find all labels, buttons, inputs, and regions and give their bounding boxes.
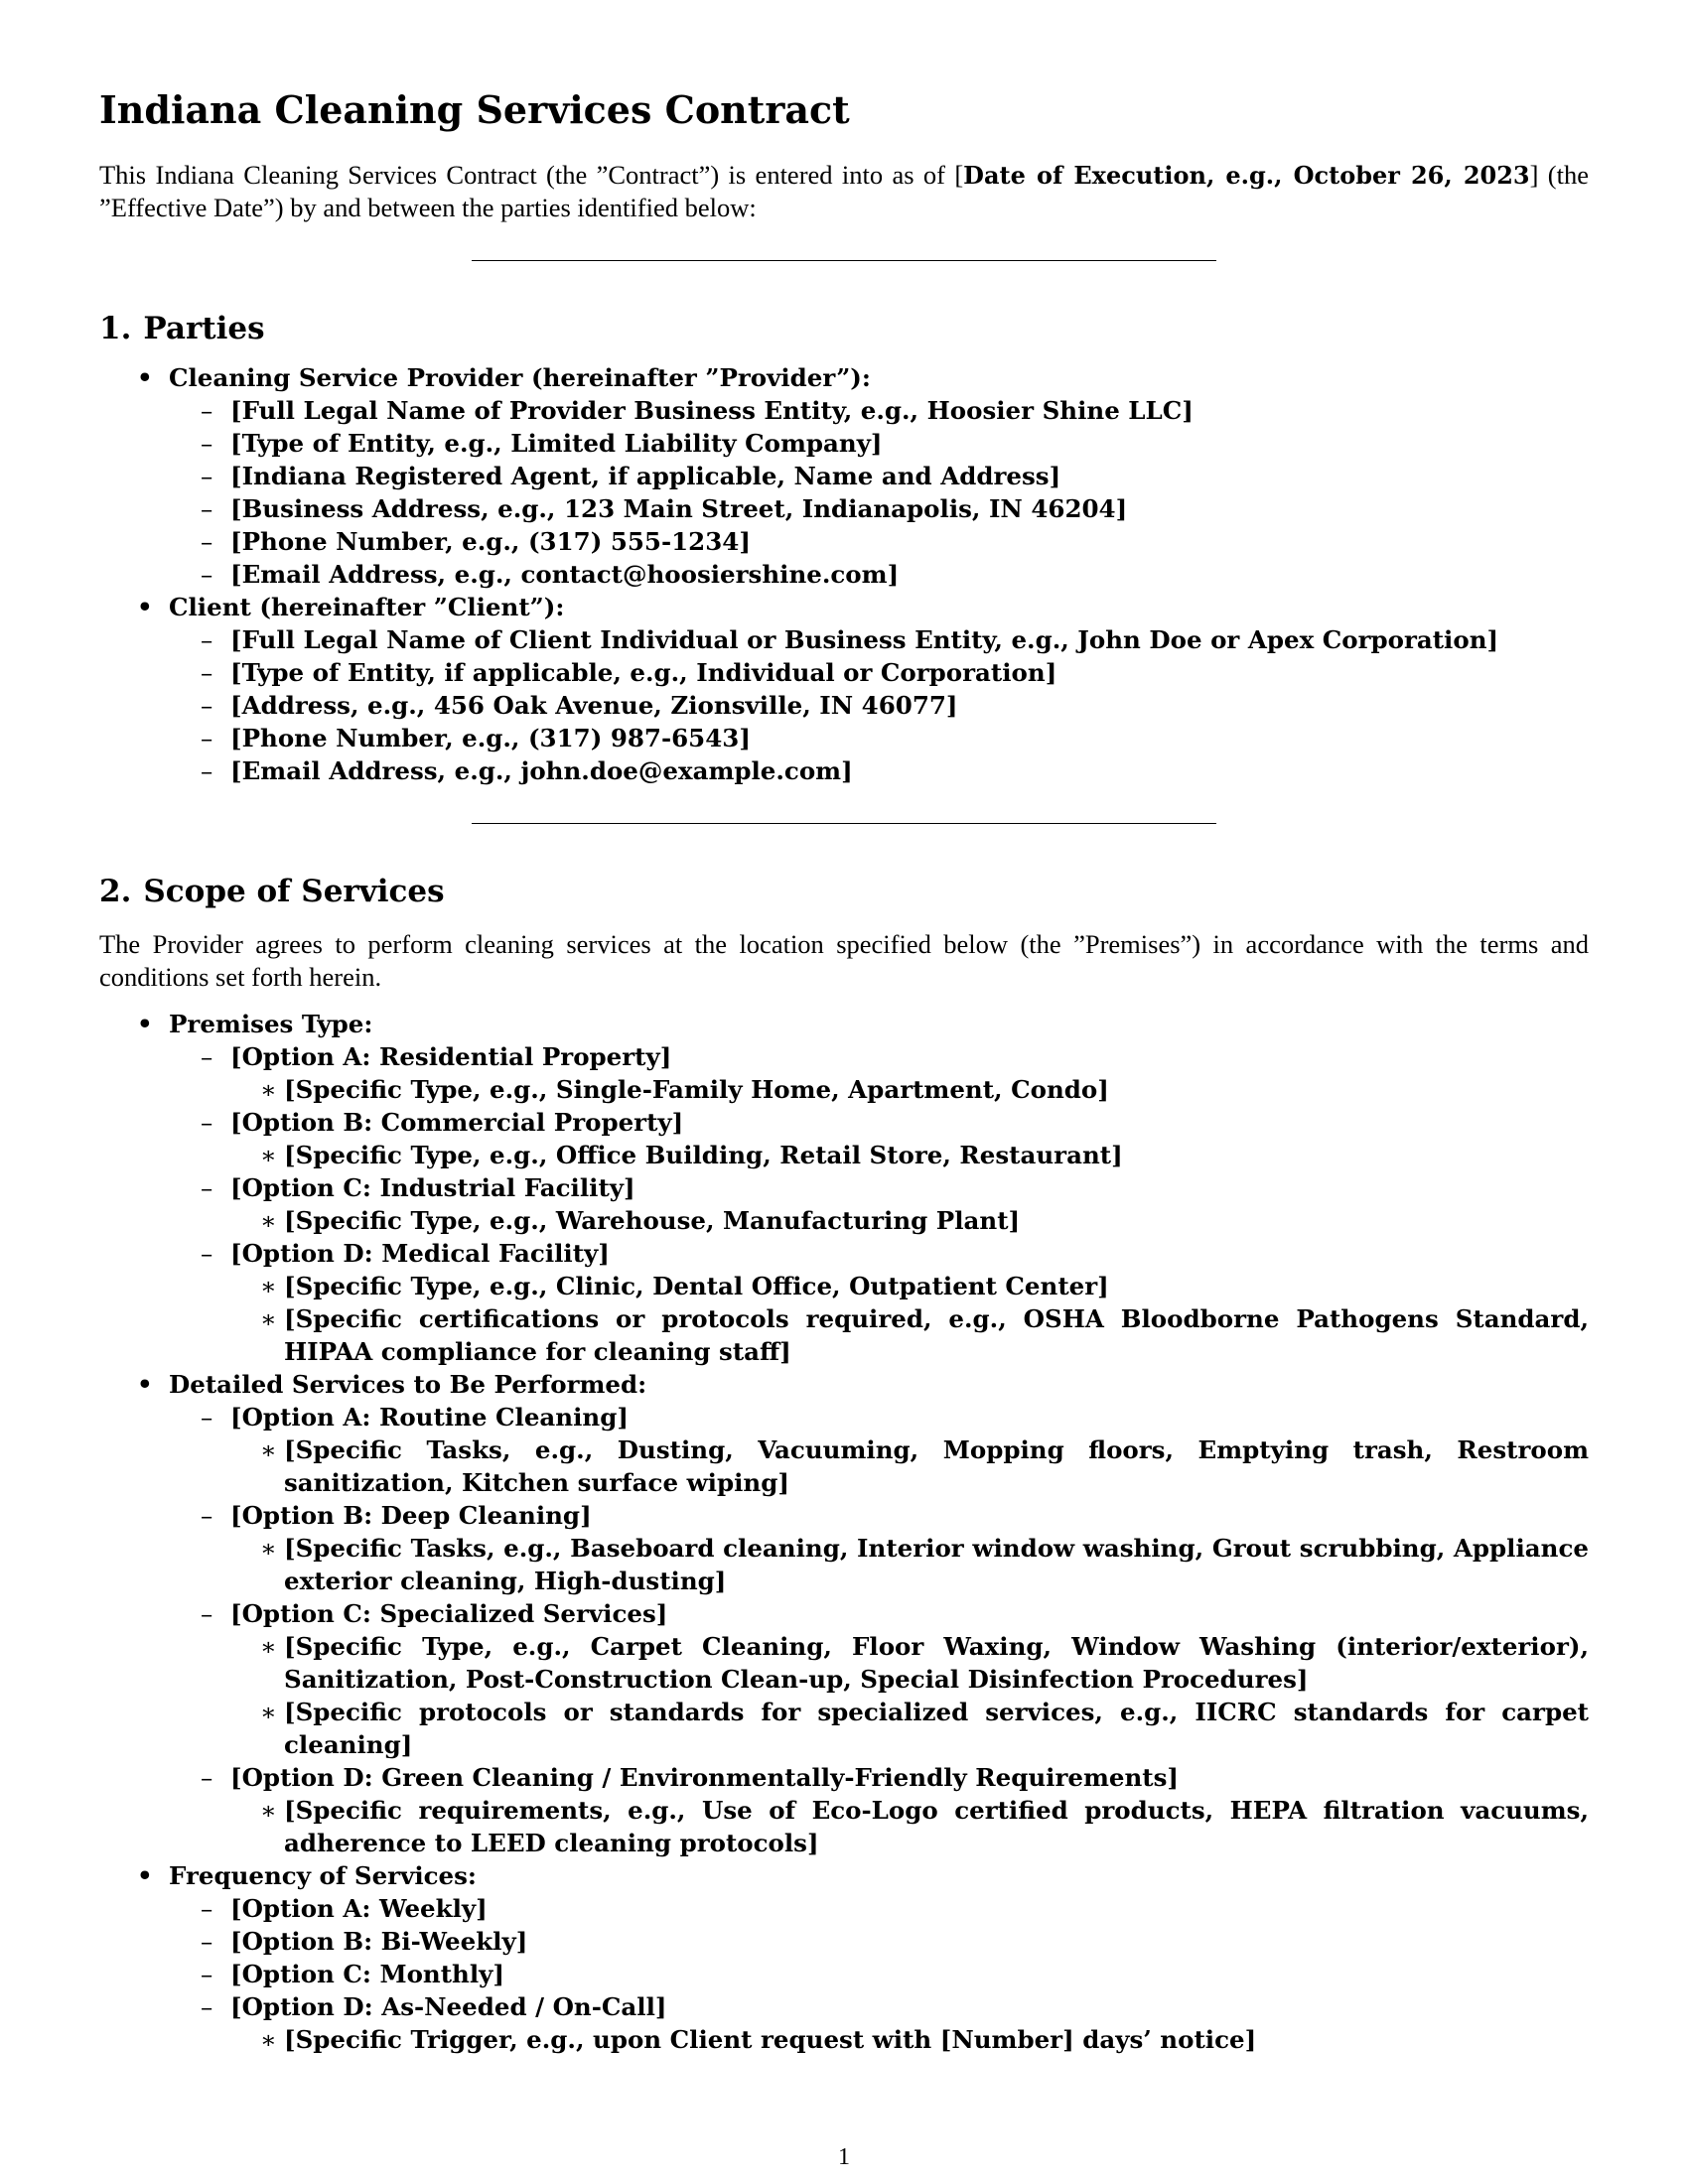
dash-icon: – (201, 1959, 213, 1988)
list-item-frequency: • Frequency of Services: – [Option A: Weekly] – [Option B: Bi-Weekly] – [Option C: Monthly] – [Option D: As-Needed / On-Call] ∗ [Specific Trigger, e.g., upon Client request with [Number] days’ notice] (99, 1859, 1589, 2056)
list-item: – [Option A: Routine Cleaning] ∗ [Specific Tasks, e.g., Dusting, Vacuuming, Mopping floors, Emptying trash, Restroom sanitization, Kitchen surface wiping] (201, 1402, 1589, 1497)
list-item-provider: • Cleaning Service Provider (hereinafter ”Provider”): – [Full Legal Name of Provider Business Entity, e.g., Hoosier Shine LLC] – [Type of Entity, e.g., Limited Liability Company] – [Indiana Registered Agent, if applicable, Name and Address] – [Business Address, e.g., 123 Main Street, Indianapolis, IN 46204] – [Phone Number, e.g., (317) 555-1234] – [Email Address, e.g., contact@hoosiershine.com] (99, 361, 1589, 591)
bullet-icon: • (137, 1860, 153, 1890)
list-item: – [Type of Entity, e.g., Limited Liability Company] (201, 428, 883, 458)
list-item-detailed-services: • Detailed Services to Be Performed: – [Option A: Routine Cleaning] ∗ [Specific Tasks, e.g., Dusting, Vacuuming, Mopping floors, Emptying trash, Restroom sanitization, Kitchen surface wiping] – [Option B: Deep Cleaning] ∗ [Specific Tasks, e.g., Baseboard cleaning, Interior window washing, Grout scrubbing, Appliance exterior cleaning, High-dusting] – [Option C: Specialized Services] ∗ [Specific Type, e.g., Carpet Cleaning, Floor Waxing, Window Washing (interior/exterior), Sanitization, Post-Construction Clean-up, Special Disinfection Procedures] ∗ [Specific protocols or standards for specialized services, e.g., IICRC standards for carpet cleaning] – [Option D: Green Cleaning / Environmentally-Friendly Requirements] ∗ [Specific requirements, e.g., Use of Eco-Logo certified products, HEPA filtration vacuums, adherence to LEED cleaning protocols] (137, 1369, 1589, 1857)
list-item: – [Option D: Medical Facility] ∗ [Specific Type, e.g., Clinic, Dental Office, Outpatient Center] ∗ [Specific certifications or protocols required, e.g., OSHA Bloodborne Pathogens Standard, HIPAA compliance for cleaning staff] (201, 1238, 1589, 1366)
list-item-client: • Client (hereinafter ”Client”): – [Full Legal Name of Client Individual or Business Entity, e.g., John Doe or Apex Corporation] – [Type of Entity, if applicable, e.g., Individual or Corporation] – [Address, e.g., 456 Oak Avenue, Zionsville, IN 46077] – [Phone Number, e.g., (317) 987-6543] – [Email Address, e.g., john.doe@example.com] (99, 591, 1589, 787)
sub-list (230, 2023, 1589, 2056)
sub-list (230, 1433, 1589, 1499)
asterisk-icon: ∗ (260, 1271, 277, 1300)
provider-details-list (169, 394, 1589, 591)
dash-icon: – (201, 1926, 213, 1956)
dash-icon: – (201, 657, 213, 687)
section-heading-scope: 2. Scope of Services (99, 873, 445, 909)
dash-icon: – (201, 526, 213, 556)
dash-icon: – (201, 395, 213, 425)
list-item: – [Option C: Specialized Services] ∗ [Specific Type, e.g., Carpet Cleaning, Floor Waxing, Window Washing (interior/exterior), Sanitization, Post-Construction Clean-up, Special Disinfection Procedures] ∗ [Specific protocols or standards for specialized services, e.g., IICRC standards for carpet cleaning] (201, 1598, 1589, 1759)
list-item: – [Option C: Industrial Facility] ∗ [Specific Type, e.g., Warehouse, Manufacturing Plant] (169, 1171, 1589, 1237)
section-scope-of-services (99, 874, 1589, 2056)
sub-list (230, 1270, 1589, 1368)
list-item: – [Address, e.g., 456 Oak Avenue, Zionsville, IN 46077] (201, 690, 958, 720)
dash-icon: – (201, 624, 213, 654)
list-item: – [Option D: As-Needed / On-Call] ∗ [Specific Trigger, e.g., upon Client request with [Number] days’ notice] (169, 1990, 1589, 2056)
asterisk-icon: ∗ (260, 1303, 277, 1333)
intro-text-end: ] (the ”Effective Date”) by and between the parties identified below: (99, 159, 1590, 222)
dash-icon: – (201, 1172, 213, 1202)
bullet-icon: • (137, 1369, 153, 1399)
asterisk-icon: ∗ (260, 1631, 277, 1661)
list-item: – [Option A: Weekly] (201, 1893, 488, 1923)
scope-list (99, 1008, 1589, 2056)
asterisk-icon: ∗ (260, 1697, 277, 1726)
list-item: ∗ [Specific Type, e.g., Office Building, Retail Store, Restaurant] (260, 1140, 1123, 1169)
services-options-list (169, 1401, 1589, 1859)
asterisk-icon: ∗ (260, 1434, 277, 1464)
dash-icon: – (201, 1238, 213, 1268)
premises-options-list (169, 1040, 1589, 1368)
list-item: ∗ [Specific Type, e.g., Clinic, Dental Office, Outpatient Center] (260, 1271, 1109, 1300)
sub-list (230, 1139, 1589, 1171)
bullet-icon: • (137, 1009, 153, 1038)
list-item: – [Option D: Green Cleaning / Environmentally-Friendly Requirements] ∗ [Specific requirements, e.g., Use of Eco-Logo certified products, HEPA filtration vacuums, adherence to LEED cleaning protocols] (201, 1762, 1589, 1857)
list-item: – [Phone Number, e.g., (317) 555-1234] (201, 526, 751, 556)
list-item: ∗ [Specific Type, e.g., Single-Family Home, Apartment, Condo] (260, 1074, 1109, 1104)
frequency-options-list (169, 1892, 1589, 2056)
list-item: – [Phone Number, e.g., (317) 987-6543] (201, 723, 751, 752)
sub-list (230, 1073, 1589, 1106)
section-divider (472, 823, 1216, 824)
list-item: – [Option B: Deep Cleaning] ∗ [Specific Tasks, e.g., Baseboard cleaning, Interior window washing, Grout scrubbing, Appliance exterior cleaning, High-dusting] (201, 1500, 1589, 1595)
section-parties (99, 311, 1589, 787)
list-item: – [Email Address, e.g., contact@hoosiershine.com] (201, 559, 900, 589)
document-page (99, 87, 1589, 2056)
list-item: ∗ [Specific Type, e.g., Carpet Cleaning, Floor Waxing, Window Washing (interior/exterior), Sanitization, Post-Construction Clean-up, Special Disinfection Procedures] (260, 1631, 1589, 1694)
asterisk-icon: ∗ (260, 1074, 277, 1104)
list-item: – [Email Address, e.g., john.doe@example.com] (201, 755, 853, 785)
sub-list (230, 1794, 1589, 1859)
dash-icon: – (201, 1991, 213, 2021)
list-item: – [Full Legal Name of Client Individual or Business Entity, e.g., John Doe or Apex Corporation] (201, 624, 1499, 654)
document-title: Indiana Cleaning Services Contract (99, 87, 850, 132)
list-item: ∗ [Specific requirements, e.g., Use of Eco-Logo certified products, HEPA filtration vacuums, adherence to LEED cleaning protocols] (260, 1795, 1589, 1857)
asterisk-icon: ∗ (260, 1205, 277, 1235)
section-divider (472, 260, 1216, 261)
dash-icon: – (201, 755, 213, 785)
list-item: – [Business Address, e.g., 123 Main Street, Indianapolis, IN 46204] (201, 493, 1128, 523)
section-heading-parties: 1. Parties (99, 310, 265, 346)
dash-icon: – (201, 1893, 213, 1923)
list-item: – [Type of Entity, if applicable, e.g., Individual or Corporation] (201, 657, 1057, 687)
dash-icon: – (201, 723, 213, 752)
list-item: – [Option B: Bi-Weekly] (201, 1926, 528, 1956)
asterisk-icon: ∗ (260, 2024, 277, 2054)
dash-icon: – (201, 1107, 213, 1137)
sub-list (230, 1532, 1589, 1597)
dash-icon: – (201, 1762, 213, 1792)
list-item: ∗ [Specific certifications or protocols required, e.g., OSHA Bloodborne Pathogens Standard, HIPAA compliance for cleaning staff] (260, 1303, 1589, 1366)
asterisk-icon: ∗ (260, 1533, 277, 1563)
list-item: ∗ [Specific Type, e.g., Warehouse, Manufacturing Plant] (260, 1205, 1021, 1235)
list-item: ∗ [Specific Tasks, e.g., Dusting, Vacuuming, Mopping floors, Emptying trash, Restroom sanitization, Kitchen surface wiping] (260, 1434, 1589, 1497)
asterisk-icon: ∗ (260, 1140, 277, 1169)
list-item: ∗ [Specific Tasks, e.g., Baseboard cleaning, Interior window washing, Grout scrubbing, Appliance exterior cleaning, High-dusting] (260, 1533, 1589, 1595)
dash-icon: – (201, 690, 213, 720)
list-item: – [Option B: Commercial Property] ∗ [Specific Type, e.g., Office Building, Retail Store, Restaurant] (169, 1106, 1589, 1171)
execution-date-placeholder: Date of Execution, e.g., October 26, 2023 (963, 160, 1530, 190)
list-item: ∗ [Specific Trigger, e.g., upon Client request with [Number] days’ notice] (260, 2024, 1257, 2054)
dash-icon: – (201, 461, 213, 490)
dash-icon: – (201, 1041, 213, 1071)
dash-icon: – (201, 559, 213, 589)
list-item: ∗ [Specific protocols or standards for specialized services, e.g., IICRC standards for carpet cleaning] (260, 1697, 1589, 1759)
sub-list (230, 1204, 1589, 1237)
intro-paragraph (99, 159, 1589, 224)
asterisk-icon: ∗ (260, 1795, 277, 1825)
parties-list (99, 361, 1589, 787)
scope-paragraph: The Provider agrees to perform cleaning services at the location specified below (the ”Premises”) in accordance with the terms and conditions set forth herein. (99, 928, 1589, 992)
list-item: – [Option A: Residential Property] ∗ [Specific Type, e.g., Single-Family Home, Apartment, Condo] (169, 1040, 1589, 1106)
dash-icon: – (201, 1598, 213, 1628)
intro-text-start: This Indiana Cleaning Services Contract (the ”Contract”) is entered into as of [ (99, 159, 964, 190)
dash-icon: – (201, 493, 213, 523)
dash-icon: – (201, 428, 213, 458)
list-item-premises-type: • Premises Type: – [Option A: Residential Property] ∗ [Specific Type, e.g., Single-Family Home, Apartment, Condo] – [Option B: Commercial Property] ∗ [Specific Type, e.g., Office Building, Retail Store, Restaurant] – [Option C: Industrial Facility] ∗ [Specific Type, e.g., Warehouse, Manufacturing Plant] – [Option D: Medical Facility] ∗ [Specific Type, e.g., Clinic, Dental Office, Outpatient Center] ∗ [Specific certifications or protocols required, e.g., OSHA Bloodborne Pathogens Standard, HIPAA compliance for cleaning staff] (137, 1009, 1589, 1366)
dash-icon: – (201, 1402, 213, 1432)
client-details-list (169, 623, 1589, 787)
list-item: – [Full Legal Name of Provider Business Entity, e.g., Hoosier Shine LLC] (201, 395, 1194, 425)
bullet-icon: • (137, 362, 153, 392)
bullet-icon: • (137, 592, 153, 621)
list-item: – [Indiana Registered Agent, if applicable, Name and Address] (201, 461, 1061, 490)
page-number: 1 (838, 2144, 850, 2170)
dash-icon: – (201, 1500, 213, 1530)
list-item: – [Option C: Monthly] (201, 1959, 504, 1988)
sub-list (230, 1630, 1589, 1761)
